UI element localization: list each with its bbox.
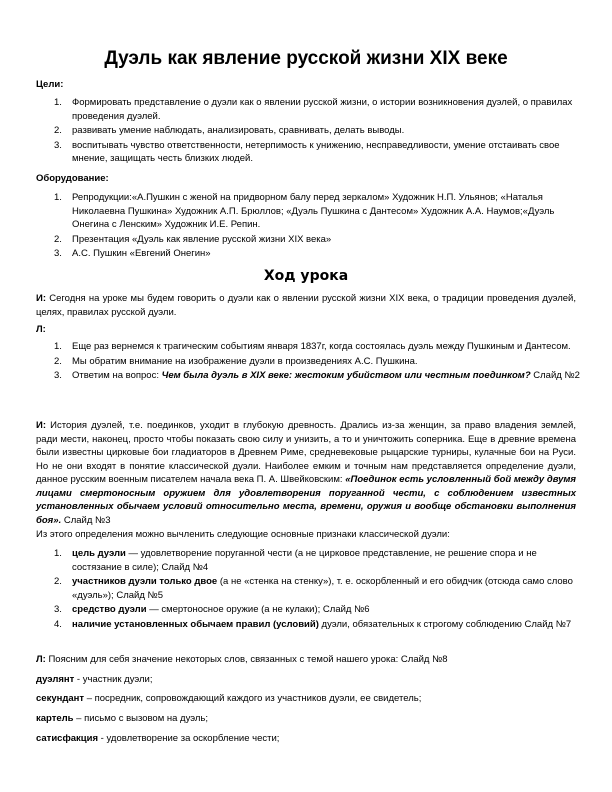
vocab-item: картель – письмо с вызовом на дуэль; [36,713,209,724]
vocab-item: секундант – посредник, сопровождающий каждого из участников дуэли, ее свидетель; [36,693,422,704]
list-item: 2. развивать умение наблюдать, анализировать, сравнивать, делать выводы. [54,125,405,136]
equipment-label: Оборудование: [36,173,109,184]
vocab-item: дуэлянт - участник дуэли; [36,674,153,685]
list-item: 3. А.С. Пушкин «Евгений Онегин» [54,248,211,259]
list-item: 1. Формировать представление о дуэли как о явлении русской жизни, о истории возникновения дуэлей, о правилах проведения дуэлей. [54,97,573,122]
document-title: Дуэль как явление русской жизни XIX веке [104,48,508,69]
student-list [36,340,580,384]
goals-list [36,96,580,167]
list-item: 1. цель дуэли — удовлетворение поруганной чести (а не цирковое представление, не решение спора и не состязание в силе); Слайд №4 [54,548,537,573]
signs-list [36,547,580,632]
student-label: Л: [36,324,46,335]
goals-label: Цели: [36,79,64,90]
vocab-intro: Л: Поясним для себя значение некоторых слов, связанных с темой нашего урока: Слайд №8 [36,654,448,665]
equipment-list [36,191,580,262]
intro-paragraph: И: Сегодня на уроке мы будем говорить о дуэли как о явлении русской жизни XIX века, о традиции проведения дуэлей, целях, правилах русской дуэли. [36,293,576,318]
lesson-heading: Ход урока [263,268,349,284]
list-item: 3. Ответим на вопрос: Чем была дуэль в XIX веке: жестоким убийством или честным поединком? Слайд №2 [54,370,580,381]
list-item: 3. воспитывать чувство ответственности, нетерпимость к унижению, несправедливости, умение отстаивать свое мнение, защищать честь близких людей. [54,139,560,164]
list-item: 1. Репродукции:«А.Пушкин с женой на придворном балу перед зеркалом» Художник Н.П. Ульянов; «Наталья Николаевна Пушкина» Художник А.П. Брюллов; «Дуэль Пушкина с Дантесом» Художник А.А. Наумов;«Дуэль Онегина с Ленским» Художник И.Е. Репин. [54,192,555,230]
vocab-item: сатисфакция - удовлетворение за оскорбление чести; [36,733,280,744]
list-item: 2. участников дуэли только двое (а не «стенка на стенку»), т. е. оскорбленный и его обидчик (отсюда само слово «дуэль»); Слайд №5 [54,576,573,601]
list-item: 1. Еще раз вернемся к трагическим событиям января 1837г, когда состоялась дуэль между Пушкиным и Дантесом. [54,341,571,352]
signs-intro: Из этого определения можно вычленить следующие основные признаки классической дуэли: [36,529,450,540]
list-item: 2. Мы обратим внимание на изображение дуэли в произведениях А.С. Пушкина. [54,355,418,367]
list-item: 3. средство дуэли — смертоносное оружие (а не кулаки); Слайд №6 [54,604,370,615]
list-item: 2. Презентация «Дуэль как явление русской жизни XIX века» [54,233,332,245]
list-item: 4. наличие установленных обычаем правил (условий) дуэли, обязательных к строгому соблюдению Слайд №7 [54,618,572,630]
history-paragraph: И: История дуэлей, т.е. поединков, уходит в глубокую древность. Дрались из-за женщин, за право владения землей, ради мести, наконец, просто чтобы показать свою силу и унизить, а то и уничтожить соперника. Еще в древние времена были известны цирковые бои гладиаторов в Древнем Риме, средневековые рыцарские турниры, кулачные бои на Руси. Но не они входят в понятие классической дуэли. Наиболее емким и точным нам представляется определение дуэли, данное русским военным писателем начала века П. А. Швейковским: «Поединок есть условленный бой между двумя лицами смертоносным оружием для удовлетворения поруганной чести, с соблюдением известных установленных обычаем условий относительно места, времени, оружия и вообще обстановки выполнения боя». Слайд №3 [36,420,577,526]
